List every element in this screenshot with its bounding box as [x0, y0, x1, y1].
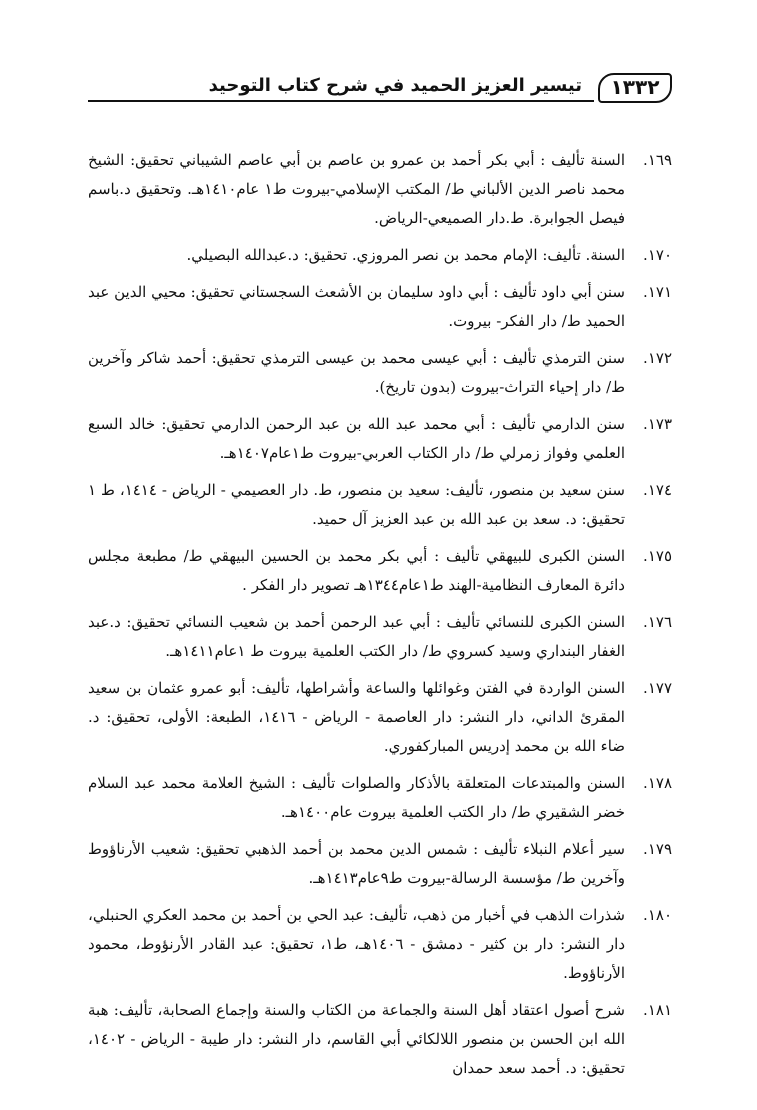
reference-number: ١٧٧.: [643, 679, 672, 697]
reference-number: ١٧٤.: [643, 481, 672, 499]
reference-number: ١٧٨.: [643, 774, 672, 792]
reference-item: [88, 344, 672, 402]
reference-text: شذرات الذهب في أخبار من ذهب، تأليف: عبد الحي بن أحمد بن محمد العكري الحنبلي، دار النشر: دار بن كثير - دمشق - ١٤٠٦هـ، ط١، تحقيق: عبد القادر الأرنؤوط، محمود الأرناؤوط.: [88, 906, 625, 982]
reference-item: [88, 146, 672, 233]
reference-text: السنن والمبتدعات المتعلقة بالأذكار والصلوات تأليف : الشيخ العلامة محمد عبد السلام خضر الشقيري ط/ دار الكتب العلمية بيروت عام١٤٠٠هـ.: [88, 774, 625, 821]
reference-item: [88, 769, 672, 827]
reference-item: [88, 901, 672, 988]
reference-text: شرح أصول اعتقاد أهل السنة والجماعة من الكتاب والسنة وإجماع الصحابة، تأليف: هبة الله ابن الحسن بن منصور اللالكائي أبي القاسم، دار النشر: دار طيبة - الرياض - ١٤٠٢، تحقيق: د. أحمد سعد حمدان: [88, 1001, 625, 1077]
reference-text: سنن أبي داود تأليف : أبي داود سليمان بن الأشعث السجستاني تحقيق: محيي الدين عبد الحميد ط/ دار الفكر- بيروت.: [88, 283, 625, 330]
reference-number: ١٧٩.: [643, 840, 672, 858]
reference-number: ١٧٣.: [643, 415, 672, 433]
reference-item: [88, 996, 672, 1083]
reference-number: ١٧٦.: [643, 613, 672, 631]
page-number: ١٣٣٢: [598, 73, 672, 103]
book-title: تيسير العزيز الحميد في شرح كتاب التوحيد: [208, 75, 582, 96]
reference-text: سنن الدارمي تأليف : أبي محمد عبد الله بن عبد الرحمن الدارمي تحقيق: خالد السبع العلمي وفواز زمرلي ط/ دار الكتاب العربي-بيروت ط١عام١٤٠٧هـ.: [88, 415, 625, 462]
header-rule: [88, 100, 594, 102]
reference-item: [88, 241, 672, 270]
reference-item: [88, 410, 672, 468]
reference-text: سنن سعيد بن منصور، تأليف: سعيد بن منصور، ط. دار العصيمي - الرياض - ١٤١٤، ط ١ تحقيق: د. سعد بن عبد الله بن عبد العزيز آل حميد.: [88, 481, 625, 528]
reference-list: [88, 146, 672, 1091]
reference-item: [88, 542, 672, 600]
reference-text: السنن الكبرى للنسائي تأليف : أبي عبد الرحمن أحمد بن شعيب النسائي تحقيق: د.عبد الغفار البنداري وسيد كسروي ط/ دار الكتب العلمية بيروت ط ١عام١٤١١هـ.: [88, 613, 625, 660]
reference-text: السنة تأليف : أبي بكر أحمد بن عمرو بن عاصم بن أبي عاصم الشيباني تحقيق: الشيخ محمد ناصر الدين الألباني ط/ المكتب الإسلامي-بيروت ط١ عام١٤١٠هـ. وتحقيق د.باسم فيصل الجوابرة. ط.دار الصميعي-الرياض.: [88, 151, 626, 227]
reference-item: [88, 835, 672, 893]
reference-item: [88, 476, 672, 534]
reference-text: سنن الترمذي تأليف : أبي عيسى محمد بن عيسى الترمذي تحقيق: أحمد شاكر وآخرين ط/ دار إحياء التراث-بيروت (بدون تاريخ).: [88, 349, 625, 396]
reference-number: ١٦٩.: [643, 151, 672, 169]
reference-text: السنة. تأليف: الإمام محمد بن نصر المروزي. تحقيق: د.عبدالله البصيلي.: [186, 246, 625, 264]
page-header: [88, 66, 672, 106]
reference-text: سير أعلام النبلاء تأليف : شمس الدين محمد بن أحمد الذهبي تحقيق: شعيب الأرناؤوط وآخرين ط/ مؤسسة الرسالة-بيروت ط٩عام١٤١٣هـ.: [88, 840, 625, 887]
reference-number: ١٨٠.: [643, 906, 672, 924]
reference-number: ١٨١.: [643, 1001, 672, 1019]
reference-text: السنن الواردة في الفتن وغوائلها والساعة وأشراطها، تأليف: أبو عمرو عثمان بن سعيد المقرئ الداني، دار النشر: دار العاصمة - الرياض - ١٤١٦، الطبعة: الأولى، تحقيق: د. ضاء الله بن محمد إدريس المباركفوري.: [88, 679, 625, 755]
reference-number: ١٧١.: [643, 283, 672, 301]
reference-number: ١٧٥.: [643, 547, 672, 565]
reference-item: [88, 278, 672, 336]
reference-number: ١٧٠.: [643, 246, 672, 264]
reference-number: ١٧٢.: [643, 349, 672, 367]
reference-item: [88, 608, 672, 666]
reference-text: السنن الكبرى للبيهقي تأليف : أبي بكر محمد بن الحسين البيهقي ط/ مطبعة مجلس دائرة المعارف النظامية-الهند ط١عام١٣٤٤هـ تصوير دار الفكر .: [88, 547, 625, 594]
reference-item: [88, 674, 672, 761]
